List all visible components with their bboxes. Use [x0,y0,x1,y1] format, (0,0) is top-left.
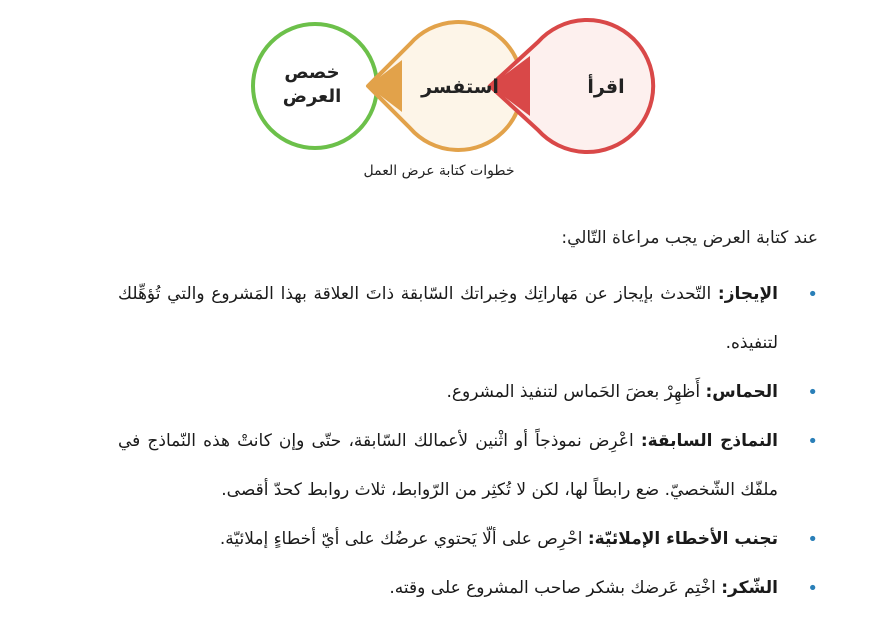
step-label-read: اقرأ [587,76,625,98]
step-label-present-line2: العرض [282,86,342,107]
tips-list [118,270,818,613]
step-label-present-line1: خصص [284,62,340,83]
item-text: التّحدث بإيجاز عن مَهاراتِك وخِبراتك السّابقة ذاتَ العلاقة بهذا المَشروع والتي تُؤهِّلك لتنفيذه. [118,284,778,353]
item-term: الحماس: [705,382,778,402]
bullet-icon: • [807,529,818,550]
item-term: النماذج السابقة: [640,431,778,451]
step-label-inquire: استفسر [421,76,499,98]
diagram-caption: خطوات كتابة عرض العمل [363,163,515,179]
step-circle-read [490,20,653,152]
item-term: الشّكر: [721,578,778,598]
list-item [118,564,818,613]
list-item [118,368,818,417]
list-item [118,270,818,368]
item-text: احْرِص على ألّا يَحتوي عرضُك على أيّ أخطاءٍ إملائيّة. [219,529,588,549]
item-text: اعْرِض نموذجاً أو اثْنين لأعمالك السّابقة، حتّى وإن كانتْ هذه النّماذج في ملفّك الشّخصيّ. ضع رابطاً لها، لكن لا تُكثِر من الرّوابط، ثلاث روابط كحدّ أقصى. [118,431,778,500]
bullet-icon: • [807,284,818,305]
item-term: تجنب الأخطاء الإملائيّة: [587,529,778,549]
item-text: أَظهِرْ بعضَ الحَماس لتنفيذ المشروع. [446,382,706,402]
bullet-icon: • [807,431,818,452]
bullet-icon: • [807,578,818,599]
list-item [118,417,818,515]
bullet-icon: • [807,382,818,403]
list-item [118,515,818,564]
item-text: اخْتِم عَرضك بشكر صاحب المشروع على وقته. [389,578,722,598]
item-term: الإيجاز: [717,284,778,304]
intro-text: عند كتابة العرض يجب مراعاة التّالي: [561,228,818,248]
